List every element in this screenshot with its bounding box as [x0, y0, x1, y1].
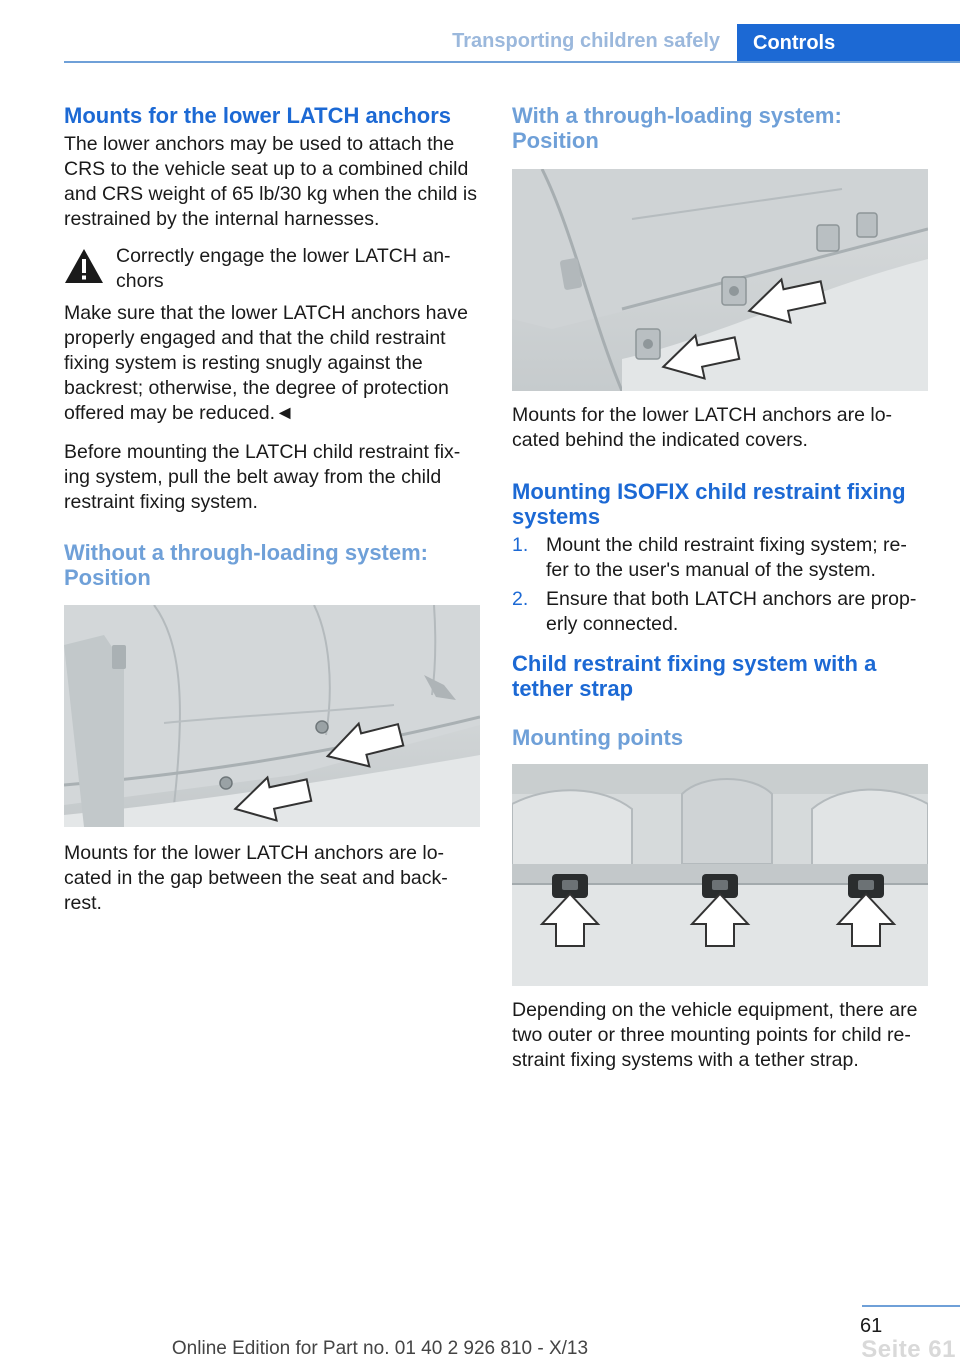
footer-edition — [0, 1338, 960, 1360]
figure-tether-mounting-points — [512, 764, 928, 986]
caption-tether-points: Depending on the vehicle equipment, there are two outer or three mounting points for child re‐straint fixing systems with a tether strap. — [512, 999, 918, 1071]
warning-title: Correctly engage the lower LATCH an‐chors — [116, 245, 451, 292]
heading-without-through-loading: Without a through-loading system: Position — [64, 540, 428, 590]
step-text: Ensure that both LATCH anchors are prop‐erly connected. — [546, 588, 917, 635]
page-header — [0, 0, 960, 64]
paragraph-engage-warning: Make sure that the lower LATCH anchors have properly engaged and that the child restraint fixing system is resting snugly against the backrest; otherwise, the degree of protection offered may be reduced.◄ — [64, 302, 468, 424]
step-number: 1. — [512, 534, 529, 556]
caption-covers: Mounts for the lower LATCH anchors are lo‐cated behind the indicated covers. — [512, 404, 893, 451]
step-text: Mount the child restraint fixing system; re‐fer to the user's manual of the system. — [546, 534, 907, 581]
page-number: 61 — [860, 1315, 883, 1337]
header-rule — [64, 61, 960, 63]
right-column — [512, 103, 928, 1073]
isofix-steps — [512, 533, 928, 637]
heading-mounting-points: Mounting points — [512, 725, 684, 750]
warning-block — [64, 244, 480, 294]
chapter-tab[interactable]: Controls — [737, 24, 960, 63]
footer-rule — [862, 1305, 960, 1307]
watermark-text: Seite 61 — [861, 1336, 956, 1362]
paragraph-anchor-weight: The lower anchors may be used to attach the CRS to the vehicle seat up to a combined child and CRS weight of 65 lb/30 kg when the child is restrained by the internal harnesses. — [64, 133, 477, 230]
edition-text: Online Edition for Part no. 01 40 2 926 810 - X/13 — [171, 1338, 589, 1359]
caption-seat-gap: Mounts for the lower LATCH anchors are lo‐cated in the gap between the seat and back‐rest. — [64, 842, 448, 914]
warning-triangle-icon — [64, 248, 104, 284]
figure-seat-gap-anchors — [64, 605, 480, 827]
heading-mounting-isofix: Mounting ISOFIX child restraint fixing systems — [512, 479, 906, 529]
heading-tether-strap: Child restraint fixing system with a tether strap — [512, 651, 877, 701]
section-title: Transporting children safely — [452, 30, 720, 52]
list-item — [512, 587, 928, 637]
heading-with-through-loading: With a through-loading system: Position — [512, 103, 842, 153]
figure-through-loading-covers — [512, 169, 928, 391]
heading-lower-latch-mounts: Mounts for the lower LATCH anchors — [64, 103, 452, 128]
list-item — [512, 533, 928, 583]
left-column — [64, 103, 480, 916]
step-number: 2. — [512, 588, 529, 610]
paragraph-pull-belt: Before mounting the LATCH child restraint fix‐ing system, pull the belt away from the child restraint fixing system. — [64, 441, 461, 513]
